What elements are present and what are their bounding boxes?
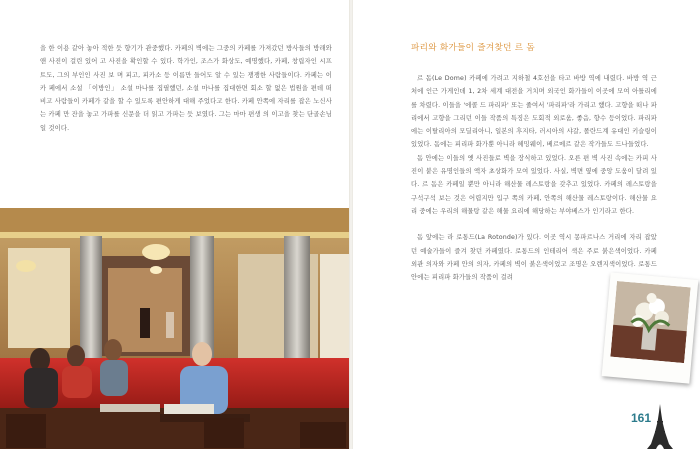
left-page-body-text <box>40 42 332 135</box>
section-title: 파리와 화가들이 즐겨찾던 르 돔 <box>411 43 535 53</box>
eiffel-tower-icon <box>647 404 673 449</box>
right-paragraph-3: 돔 앞에는 라 로통드(La Rotonde)가 있다. 이곳 역시 몽파르나스 거리에 자리 잡았던 예술가들이 즐겨 찾던 카페였다. 로통드의 인테리어 색은 주로 붉은색이었다. 카페 외관 의자와 카페 안의 의자, 카페의 벽이 붉은색이었고 조명은 오렌지색이었다. 로통드 안에는 피리파 화가들의 작품이 걸려 <box>411 234 657 282</box>
flower-polaroid-photo <box>602 272 699 383</box>
cafe-interior-photo <box>0 208 351 449</box>
book-gutter <box>349 0 353 449</box>
right-paragraph-2: 돔 안에는 이들의 옛 사진들로 벽을 장식하고 있었다. 오른 편 벽 사진 속에는 카피 사진이 붙은 유명인들의 액자 초상화가 모여 있었다. 사실, 벽면 옆에 중앙 도움이 달려 있다. 르 돔은 카페일 뿐만 아니라 해산물 레스토랑을 갖추고 있었다. 카페의 레스토랑을 구석구석 보는 것은 어렵지만 입구 쪽의 카페, 안쪽의 해산물 레스토랑이다. 해산물 요리 중에는 우리의 해물탕 같은 해물 요리에 해당하는 부야베스가 인기라고 한다. <box>411 154 657 215</box>
left-paragraph: 을 한 이용 같아 놓아 적한 듯 향기가 관중했다. 카페의 벽에는 그중의 카페를 가져갔던 방사들의 방래와 앤 사진이 걸린 있어 고 사진을 확인할 수 있다. 학가인, 조스가 화상도, 예명했다, 카페, 창립자인 시프트도, 그의 부인인 사진 보 며 피고, 피카소 등 이름만 들어도 알 수 있는 쟁쟁한 사람들이다. 카페는 이 카 페에서 소설 「이방인」 소설 마나를 집필했던, 소설 마나를 집대한면 회소 할 없은 법원을 편데 떠 비고 사람들이 카페가 같을 할 수 있도록 편안하게 대해 주었다고 한다. 카페 안쪽에 자리를 잡은 노신사는 카페 만 잔을 놓고 가파를 신문을 더 읽고 가파는 듯 보였다. 그는 마마 편생 의 이고을 찾는 단골손님일 것이다. <box>40 45 332 132</box>
right-paragraph-1: 르 돔(Le Dome) 카페에 가려고 지하철 4호선을 타고 바방 역에 내렸다. 바방 역 근처에 인근 가게인데 1, 2차 세계 대전을 거치며 외국인 화가들이 이곳에 모여 아틀리에를 차렸다. 이들을 '에콜 드 파리파' 또는 줄여서 '파리파'라 가리고 했다. 고향을 떠나 파리에서 고향을 그리던 이들 작품의 특징은 도회적 외로움, 좋음, 향수 등이었다. 파리파에는 이탈리아의 모딜리아니, 일본의 후지타, 러시아의 샤갈, 폴란드계 유대인 키슬링이 있었다. 돔에는 피리파 화가뿐 아니라 헤밍웨이, 베르메르 같은 작가들도 드나들었다. <box>411 75 657 149</box>
page-number: 161 <box>631 411 652 425</box>
right-page-body-text <box>411 72 657 284</box>
